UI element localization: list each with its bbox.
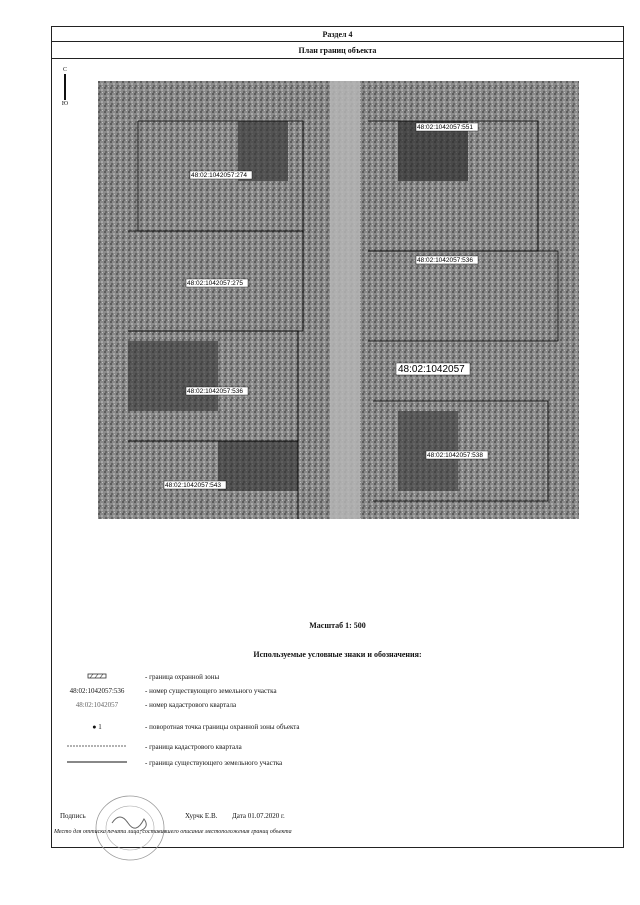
north-label: С [62, 67, 67, 73]
north-arrow-icon [64, 74, 66, 100]
parcel-label: 48:02:1042057:275 [187, 280, 244, 287]
map-scale: Масштаб 1: 500 [309, 621, 366, 630]
south-label: Ю [61, 101, 69, 107]
legend-text: - поворотная точка границы охранной зоны объекта [145, 723, 300, 731]
north-arrow [59, 67, 71, 107]
parcel-label: 48:02:1042057:538 [427, 452, 484, 459]
quarter-label: 48:02:1042057 [398, 364, 465, 375]
legend-symbol: 48:02:1042057:536 [69, 687, 125, 695]
turning-point-icon: ● 1 [92, 723, 102, 731]
parcel-label: 48:02:1042057:274 [191, 172, 248, 179]
parcel-label: 48:02:1042057:551 [417, 124, 474, 131]
parcel-label: 48:02:1042057:543 [165, 482, 222, 489]
signature-date: Дата 01.07.2020 г. [232, 812, 285, 820]
legend-item [52, 673, 623, 687]
legend-text: - граница кадастрового квартала [145, 743, 242, 751]
legend-title: Используемые условные знаки и обозначения: [253, 650, 422, 659]
section-header: Раздел 4 [52, 27, 623, 42]
stamp-note: Место для оттиска печати лица, составившего описание местоположения границ объекта [54, 829, 292, 835]
hatched-line-icon [52, 673, 142, 681]
legend-item [52, 743, 623, 757]
signature-label: Подпись [60, 812, 86, 820]
aerial-map [98, 81, 579, 519]
legend-item [52, 759, 623, 773]
map-canvas [98, 81, 579, 519]
parcel-label: 48:02:1042057:536 [187, 388, 244, 395]
legend-text: - номер существующего земельного участка [145, 687, 277, 695]
legend-item [52, 723, 623, 737]
signer-name: Хурчк Е.В. [185, 812, 218, 820]
legend-symbol: 1 [98, 723, 102, 731]
legend-item [52, 701, 623, 715]
legend-text: - граница охранной зоны [145, 673, 220, 681]
road [330, 81, 360, 519]
page-title: План границ объекта [52, 43, 623, 59]
parcel-label: 48:02:1042057:536 [417, 257, 474, 264]
legend-symbol: 48:02:1042057 [75, 701, 119, 709]
solid-line-icon [52, 759, 142, 767]
building [218, 441, 298, 491]
legend-item [52, 687, 623, 701]
document-frame [51, 26, 624, 848]
dashed-line-icon [52, 743, 142, 751]
legend-text: - номер кадастрового квартала [145, 701, 237, 709]
stamp-seal [92, 793, 168, 863]
building [128, 341, 218, 411]
legend-text: - граница существующего земельного участка [145, 759, 283, 767]
